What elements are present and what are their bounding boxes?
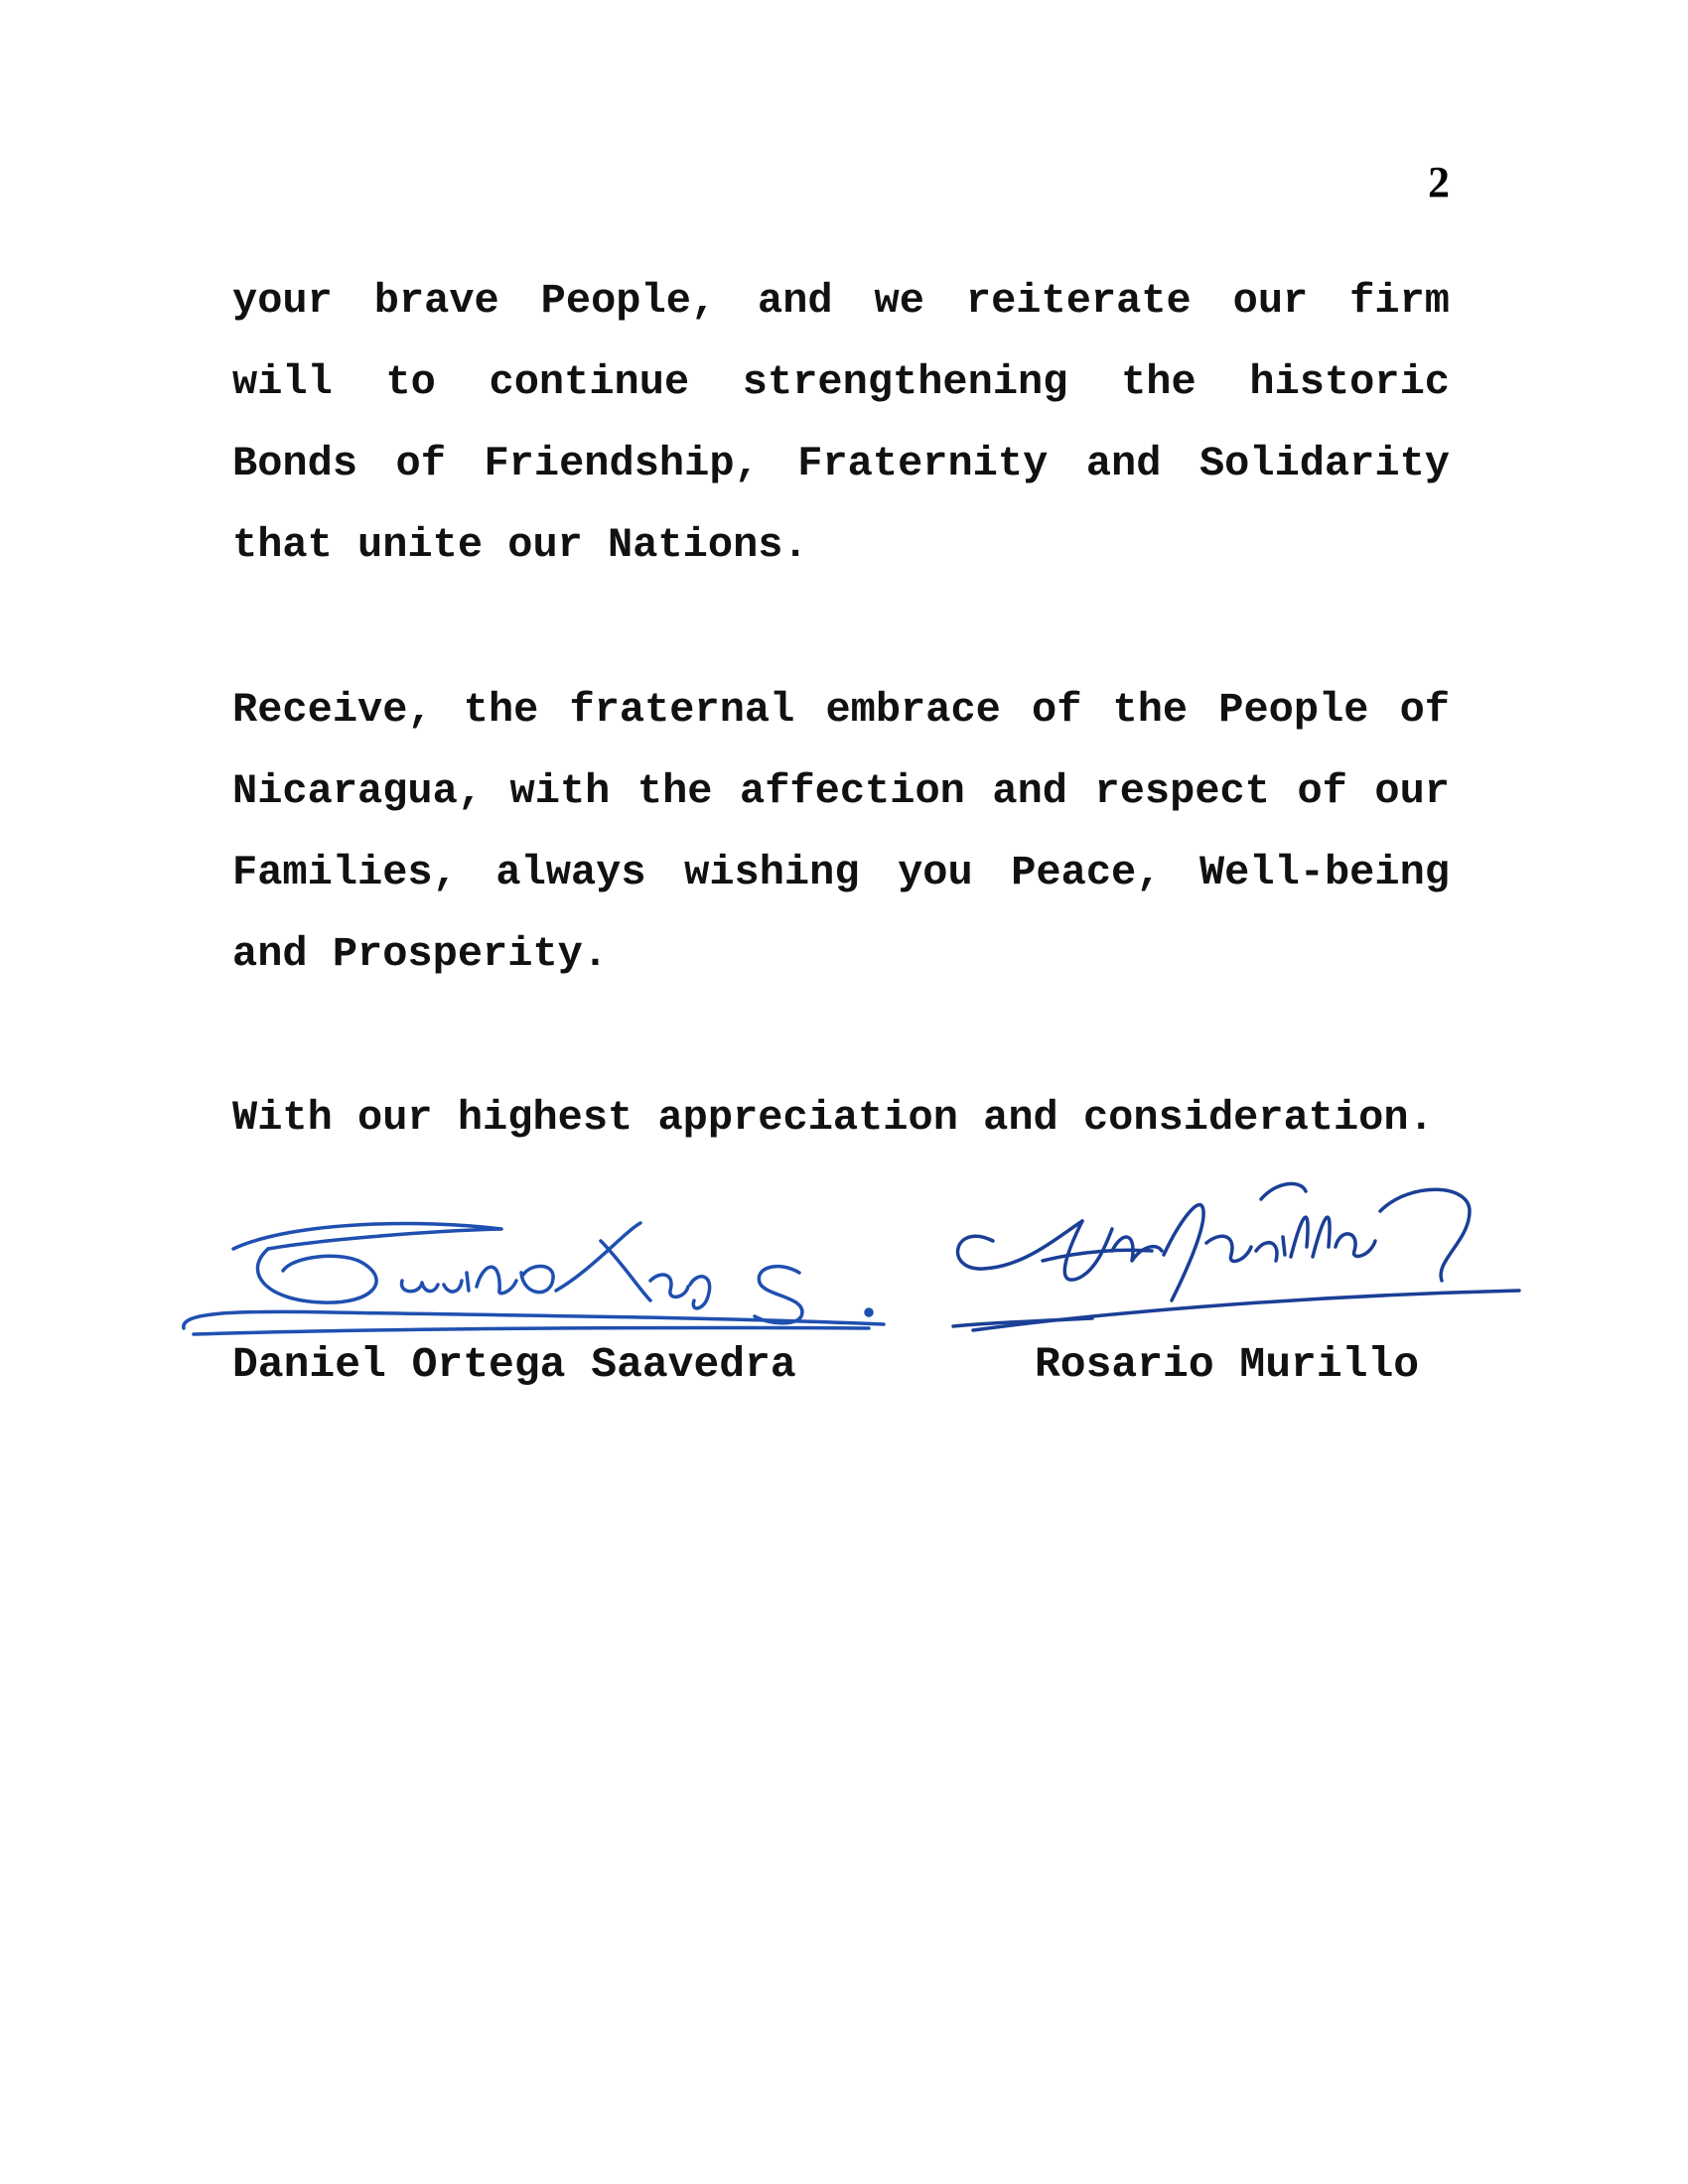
page-number: 2 (1428, 158, 1450, 206)
signature-daniel-ortega (174, 1201, 889, 1350)
signature-rosario-murillo (933, 1152, 1529, 1350)
handwritten-signature-icon (933, 1152, 1529, 1350)
text-line: Bonds of Friendship, Fraternity and Solidarity (232, 440, 1450, 487)
text-line: will to continue strengthening the historic (232, 358, 1450, 406)
closing-line: With our highest appreciation and consideration. (232, 1094, 1434, 1142)
text-line: Nicaragua, with the affection and respect of our (232, 767, 1450, 815)
text-line: that unite our Nations. (232, 521, 808, 569)
signatory-name-1: Daniel Ortega Saavedra (232, 1340, 796, 1389)
text-line: Families, always wishing you Peace, Well-being (232, 849, 1450, 896)
paragraph-closing (232, 1077, 1450, 1159)
text-line: Receive, the fraternal embrace of the People of (232, 686, 1450, 734)
handwritten-signature-icon (174, 1201, 889, 1350)
paragraph-1 (232, 260, 1450, 586)
signatory-name-2: Rosario Murillo (1035, 1340, 1420, 1389)
text-line: your brave People, and we reiterate our firm (232, 277, 1450, 325)
text-line: and Prosperity. (232, 930, 609, 978)
paragraph-2 (232, 669, 1450, 995)
